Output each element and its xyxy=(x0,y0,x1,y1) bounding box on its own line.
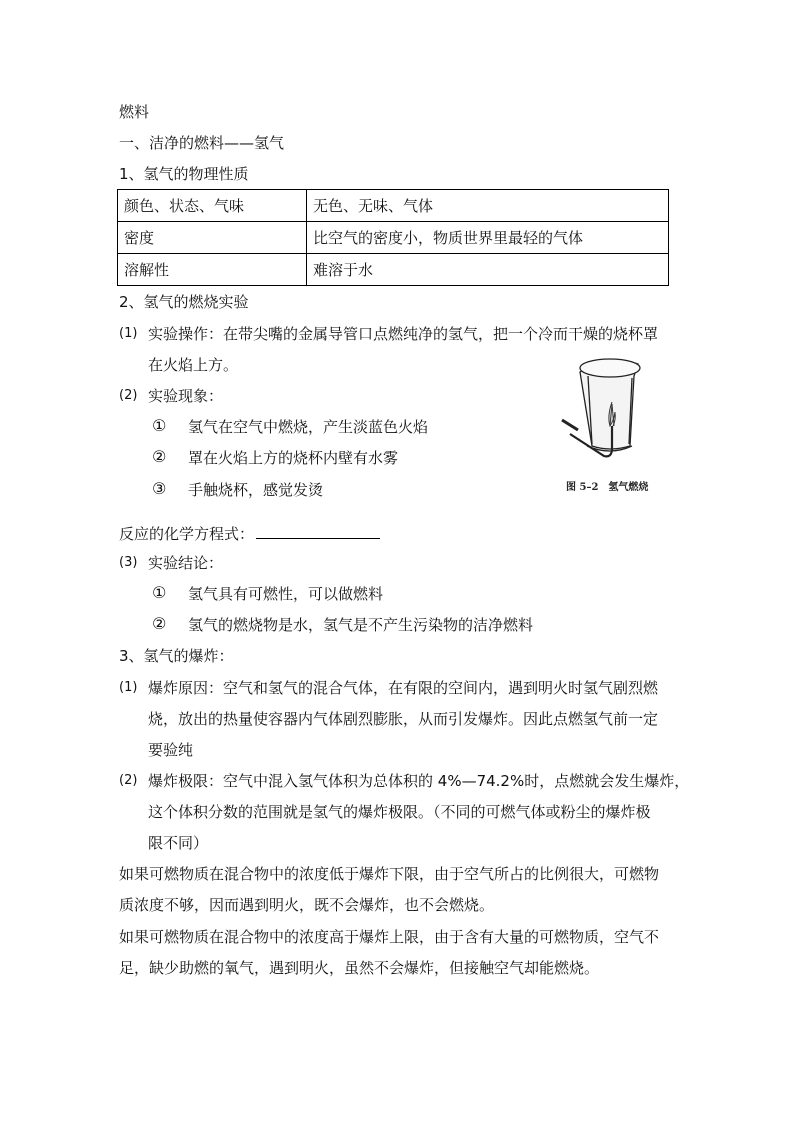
table-row xyxy=(118,190,669,222)
subheading-explosion: 3、氢气的爆炸： xyxy=(119,647,234,665)
equation-label: 反应的化学方程式： xyxy=(119,525,255,543)
property-value: 比空气的密度小，物质世界里最轻的气体 xyxy=(307,222,669,254)
item-number: (1) xyxy=(119,326,138,341)
item-number: (2) xyxy=(119,773,138,788)
circled-number: ② xyxy=(152,447,167,466)
phenomenon-item: 手触烧杯，感觉发烫 xyxy=(188,481,324,499)
property-name: 颜色、状态、气味 xyxy=(118,190,307,222)
figure-caption: 图 5–2 氢气燃烧 xyxy=(566,482,649,493)
explosion-cause-text: 烧，放出的热量使容器内气体剧烈膨胀，从而引发爆炸。因此点燃氢气前一定 xyxy=(148,710,659,728)
explosion-limit-text: 这个体积分数的范围就是氢气的爆炸极限。（不同的可燃气体或粉尘的爆炸极 xyxy=(148,803,651,821)
item-number: (3) xyxy=(119,555,138,570)
subheading-physical-properties: 1、氢气的物理性质 xyxy=(119,165,249,183)
paragraph-upper-limit: 足，缺少助燃的氧气，遇到明火，虽然不会爆炸，但接触空气却能燃烧。 xyxy=(119,959,600,977)
circled-number: ① xyxy=(152,583,167,602)
paragraph-lower-limit: 质浓度不够，因而遇到明火，既不会爆炸，也不会燃烧。 xyxy=(119,896,495,914)
property-value: 难溶于水 xyxy=(307,254,669,286)
item-number: (1) xyxy=(119,680,138,695)
table-row xyxy=(118,254,669,286)
paragraph-upper-limit: 如果可燃物质在混合物中的浓度高于爆炸上限，由于含有大量的可燃物质，空气不 xyxy=(119,928,660,946)
section-heading-hydrogen: 一、洁净的燃料——氢气 xyxy=(119,134,285,152)
table-row xyxy=(118,222,669,254)
operation-text: 实验操作：在带尖嘴的金属导管口点燃纯净的氢气，把一个冷而干燥的烧杯罩 xyxy=(148,325,659,343)
equation-blank[interactable] xyxy=(256,522,380,539)
circled-number: ③ xyxy=(152,479,167,498)
circled-number: ② xyxy=(152,614,167,633)
item-number: (2) xyxy=(119,388,138,403)
properties-table xyxy=(117,189,669,286)
explosion-cause-text: 爆炸原因：空气和氢气的混合气体，在有限的空间内，遇到明火时氢气剧烈燃 xyxy=(148,679,659,697)
operation-text: 在火焰上方。 xyxy=(148,356,239,374)
circled-number: ① xyxy=(152,416,167,435)
beaker-over-flame-illustration xyxy=(552,350,666,496)
explosion-cause-text: 要验纯 xyxy=(148,741,194,759)
explosion-limit-text: 限不同） xyxy=(148,834,209,852)
conclusion-label: 实验结论： xyxy=(148,554,224,572)
paragraph-lower-limit: 如果可燃物质在混合物中的浓度低于爆炸下限，由于空气所占的比例很大，可燃物 xyxy=(119,865,660,883)
property-value: 无色、无味、气体 xyxy=(307,190,669,222)
phenomenon-item: 氢气在空气中燃烧，产生淡蓝色火焰 xyxy=(188,418,429,436)
equation-prompt xyxy=(119,522,380,544)
property-name: 密度 xyxy=(118,222,307,254)
phenomenon-item: 罩在火焰上方的烧杯内壁有水雾 xyxy=(188,449,399,467)
phenomenon-label: 实验现象： xyxy=(148,387,224,405)
property-name: 溶解性 xyxy=(118,254,307,286)
subheading-combustion-experiment: 2、氢气的燃烧实验 xyxy=(119,293,249,311)
hydrogen-burning-figure xyxy=(552,350,666,496)
explosion-limit-text: 爆炸极限：空气中混入氢气体积为总体积的 4%—74.2%时，点燃就会发生爆炸， xyxy=(148,772,690,790)
conclusion-item: 氢气的燃烧物是水，氢气是不产生污染物的洁净燃料 xyxy=(188,616,534,634)
conclusion-item: 氢气具有可燃性，可以做燃料 xyxy=(188,585,384,603)
page-title: 燃料 xyxy=(119,103,150,121)
